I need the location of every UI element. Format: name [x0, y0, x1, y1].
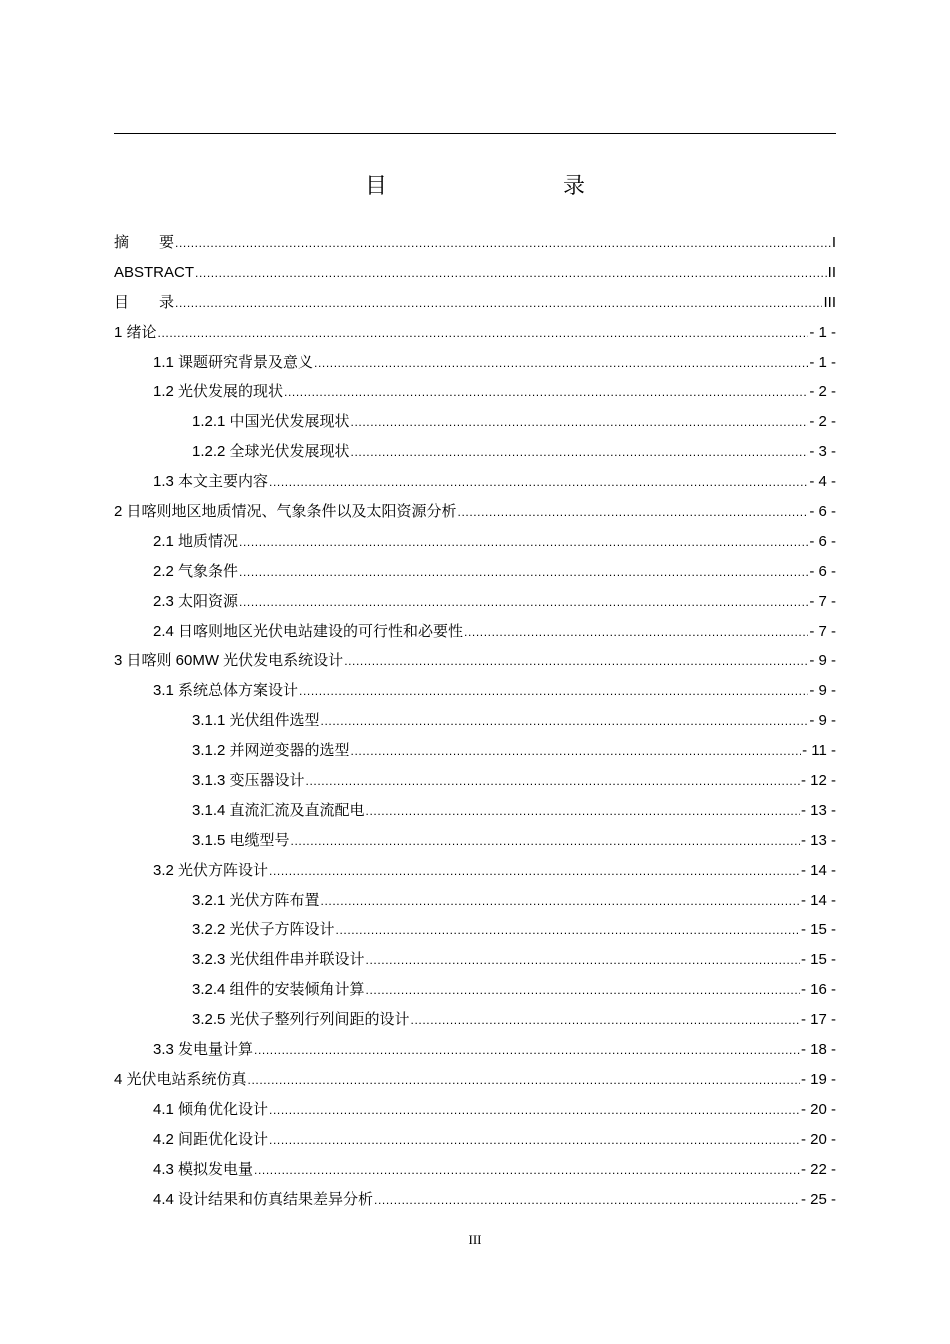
toc-entry-page: - 14 - [800, 861, 836, 879]
toc-entry-title: 摘 要 [114, 234, 175, 251]
toc-entry-page: - 7 - [809, 592, 836, 610]
toc-entry[interactable] [114, 467, 836, 497]
toc-entry-page: - 3 - [809, 443, 836, 461]
toc-entry[interactable] [114, 497, 836, 527]
toc-entry[interactable] [114, 975, 836, 1005]
toc-dot-leader [239, 588, 808, 618]
toc-dot-leader [351, 438, 809, 468]
toc-entry-title: 2.1 地质情况 [153, 532, 239, 550]
toc-entry-title: 1.1 课题研究背景及意义 [153, 353, 314, 371]
toc-entry-page: - 2 - [809, 413, 836, 431]
toc-entry-title: 2.3 太阳资源 [153, 592, 239, 610]
toc-dot-leader [351, 737, 802, 767]
toc-dot-leader [458, 498, 809, 528]
toc-entry[interactable] [114, 557, 836, 587]
toc-entry[interactable] [114, 437, 836, 467]
toc-entry-page: - 6 - [809, 562, 836, 580]
toc-entry[interactable] [114, 1155, 836, 1185]
toc-entry-title: 4.4 设计结果和仿真结果差异分析 [153, 1190, 374, 1208]
toc-entry-page: - 20 - [800, 1100, 836, 1118]
toc-entry-page: - 2 - [809, 383, 836, 401]
toc-entry-title: 4.3 模拟发电量 [153, 1160, 254, 1178]
page-number: III [468, 1232, 482, 1247]
toc-dot-leader [374, 1186, 800, 1216]
toc-entry-title: ABSTRACT [114, 263, 195, 281]
toc-dot-leader [464, 618, 808, 648]
toc-entry[interactable] [114, 348, 836, 378]
toc-entry-page: - 13 - [800, 801, 836, 819]
toc-entry[interactable] [114, 288, 836, 318]
toc-entry-title: 3.1.5 电缆型号 [192, 831, 290, 849]
toc-entry-title: 3.2.5 光伏子整列行列间距的设计 [192, 1011, 410, 1029]
toc-entry[interactable] [114, 706, 836, 736]
toc-dot-leader [175, 289, 822, 319]
toc-entry[interactable] [114, 1035, 836, 1065]
toc-entry-title: 1.3 本文主要内容 [153, 473, 269, 491]
toc-dot-leader [344, 647, 808, 677]
toc-entry-page: II [827, 263, 836, 281]
toc-entry-title: 4 光伏电站系统仿真 [114, 1070, 247, 1088]
toc-entry[interactable] [114, 1185, 836, 1215]
toc-dot-leader [299, 677, 808, 707]
toc-dot-leader [321, 707, 809, 737]
toc-entry[interactable] [114, 407, 836, 437]
toc-entry[interactable] [114, 796, 836, 826]
toc-entry-title: 1.2.1 中国光伏发展现状 [192, 413, 350, 431]
toc-entry[interactable] [114, 228, 836, 258]
toc-entry-page: - 4 - [809, 473, 836, 491]
toc-entry-title: 3.2 光伏方阵设计 [153, 861, 269, 879]
toc-dot-leader [284, 378, 808, 408]
toc-dot-leader [321, 887, 800, 917]
toc-entry-page: - 9 - [809, 682, 836, 700]
toc-entry-title: 3.2.3 光伏组件串并联设计 [192, 951, 365, 969]
toc-entry[interactable] [114, 377, 836, 407]
toc-dot-leader [269, 468, 808, 498]
toc-dot-leader [239, 558, 808, 588]
toc-entry-page: - 1 - [809, 323, 836, 341]
toc-entry-title: 4.1 倾角优化设计 [153, 1100, 269, 1118]
toc-entry-title: 3.2.2 光伏子方阵设计 [192, 921, 335, 939]
toc-dot-leader [306, 767, 800, 797]
toc-entry-title: 3 日喀则 60MW 光伏发电系统设计 [114, 652, 344, 670]
toc-dot-leader [411, 1006, 800, 1036]
toc-entry-title: 目 录 [114, 293, 175, 311]
toc-entry[interactable] [114, 646, 836, 676]
toc-entry[interactable] [114, 915, 836, 945]
toc-dot-leader [269, 857, 800, 887]
toc-entry-page: - 15 - [800, 921, 836, 939]
toc-entry-page: - 6 - [809, 532, 836, 550]
toc-entry-page: III [823, 293, 836, 311]
toc-entry-title: 3.2.4 组件的安装倾角计算 [192, 981, 365, 999]
toc-entry-title: 3.1.3 变压器设计 [192, 772, 305, 790]
toc-entry-page: - 6 - [809, 503, 836, 521]
toc-dot-leader [239, 528, 808, 558]
toc-entry[interactable] [114, 617, 836, 647]
page-title: 目 录 [364, 174, 629, 199]
toc-entry-title: 3.3 发电量计算 [153, 1041, 254, 1059]
toc-entry-title: 3.1.2 并网逆变器的选型 [192, 742, 350, 760]
toc-entry-page: - 13 - [800, 831, 836, 849]
toc-dot-leader [314, 349, 808, 379]
toc-entry[interactable] [114, 1125, 836, 1155]
toc-dot-leader [254, 1156, 800, 1186]
toc-dot-leader [269, 1096, 800, 1126]
toc-entry-page: - 20 - [800, 1130, 836, 1148]
toc-entry-title: 1 绪论 [114, 323, 157, 341]
toc-entry[interactable] [114, 258, 836, 288]
toc-entry[interactable] [114, 587, 836, 617]
toc-entry[interactable] [114, 676, 836, 706]
toc-entry-title: 3.1.4 直流汇流及直流配电 [192, 801, 365, 819]
toc-entry-page: - 19 - [800, 1070, 836, 1088]
toc-entry[interactable] [114, 1065, 836, 1095]
toc-entry-page: - 14 - [800, 891, 836, 909]
toc-dot-leader [351, 408, 809, 438]
toc-entry-title: 3.1 系统总体方案设计 [153, 682, 299, 700]
toc-entry-page: - 17 - [800, 1011, 836, 1029]
toc-dot-leader [336, 916, 800, 946]
toc-entry-title: 2 日喀则地区地质情况、气象条件以及太阳资源分析 [114, 503, 457, 521]
toc-entry-page: - 9 - [809, 652, 836, 670]
toc-dot-leader [366, 946, 800, 976]
toc-dot-leader [175, 229, 831, 259]
toc-entry-page: - 11 - [802, 742, 836, 760]
toc-entry-page: - 1 - [809, 353, 836, 371]
toc-entry[interactable] [114, 856, 836, 886]
toc-entry-title: 3.1.1 光伏组件选型 [192, 712, 320, 730]
toc-entry-title: 1.2 光伏发展的现状 [153, 383, 284, 401]
toc-dot-leader [366, 797, 800, 827]
toc-entry-title: 2.4 日喀则地区光伏电站建设的可行性和必要性 [153, 622, 464, 640]
toc-entry[interactable] [114, 766, 836, 796]
toc-entry-page: I [831, 234, 836, 251]
toc-entry-page: - 18 - [800, 1041, 836, 1059]
toc-entry-page: - 15 - [800, 951, 836, 969]
toc-entry-page: - 12 - [800, 772, 836, 790]
toc-entry-page: - 22 - [800, 1160, 836, 1178]
toc-dot-leader [366, 976, 800, 1006]
toc-entry-title: 1.2.2 全球光伏发展现状 [192, 443, 350, 461]
toc-dot-leader [269, 1126, 800, 1156]
table-of-contents [114, 228, 836, 1214]
toc-entry-page: - 25 - [800, 1190, 836, 1208]
toc-entry[interactable] [114, 1095, 836, 1125]
toc-dot-leader [248, 1066, 800, 1096]
toc-entry-page: - 9 - [809, 712, 836, 730]
toc-dot-leader [158, 319, 809, 349]
toc-entry[interactable] [114, 736, 836, 766]
toc-dot-leader [254, 1036, 800, 1066]
toc-entry[interactable] [114, 318, 836, 348]
header-rule [114, 133, 836, 134]
toc-dot-leader [195, 259, 827, 289]
toc-entry-title: 3.2.1 光伏方阵布置 [192, 891, 320, 909]
toc-entry[interactable] [114, 1005, 836, 1035]
toc-entry-title: 2.2 气象条件 [153, 562, 239, 580]
toc-entry[interactable] [114, 527, 836, 557]
toc-entry[interactable] [114, 945, 836, 975]
toc-entry[interactable] [114, 886, 836, 916]
toc-dot-leader [291, 827, 800, 857]
toc-entry[interactable] [114, 826, 836, 856]
toc-entry-page: - 7 - [809, 622, 836, 640]
toc-entry-page: - 16 - [800, 981, 836, 999]
toc-entry-title: 4.2 间距优化设计 [153, 1130, 269, 1148]
